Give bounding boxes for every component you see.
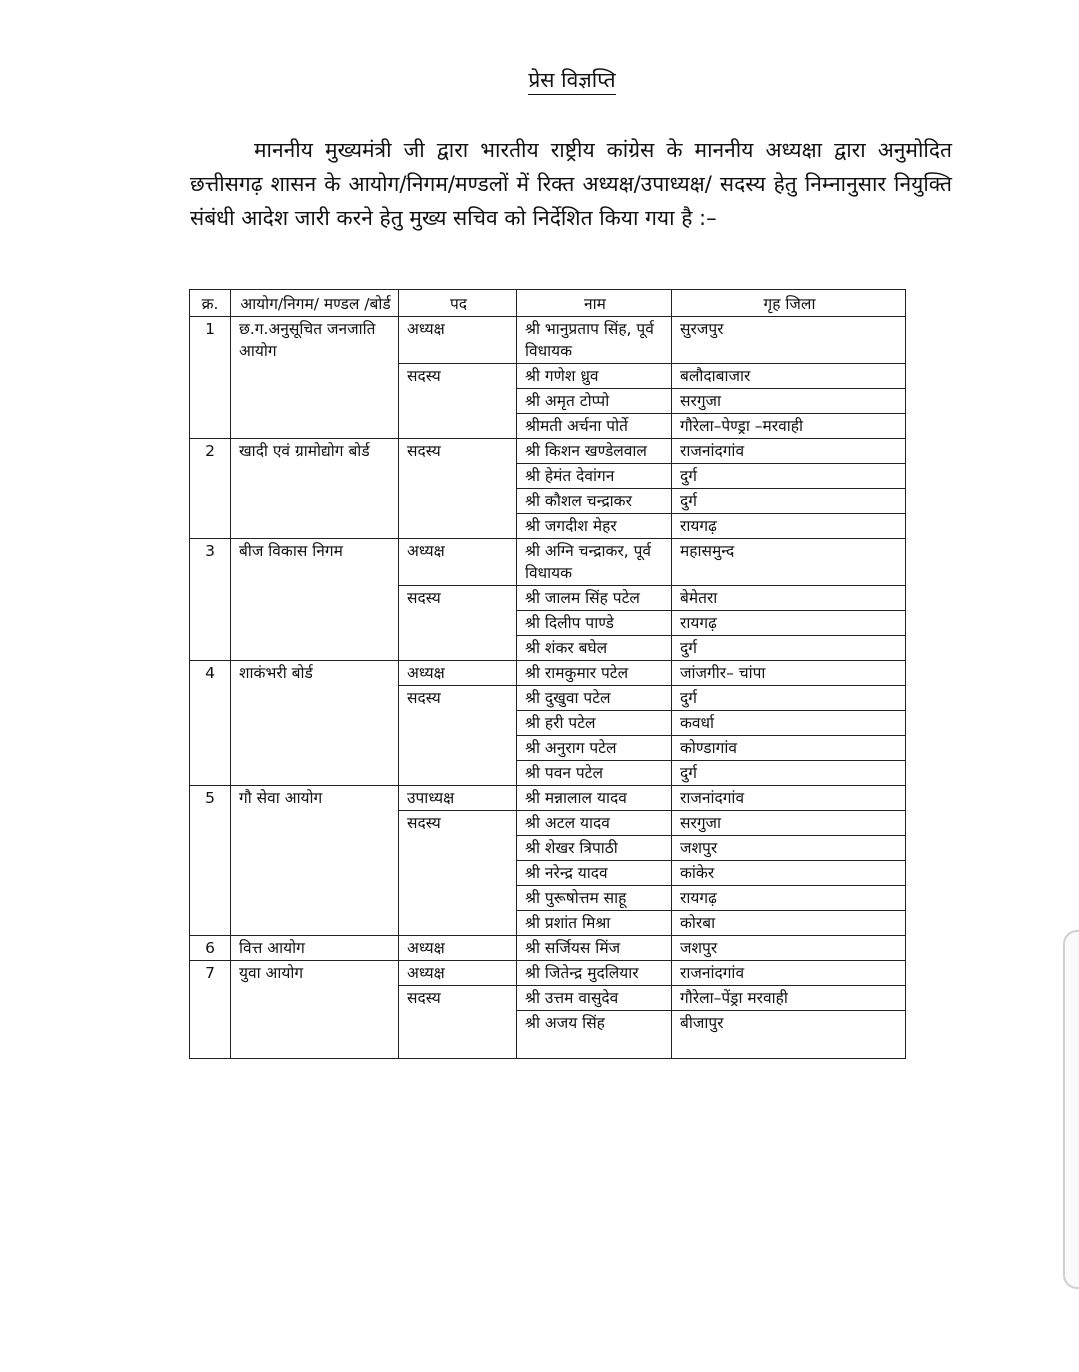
cell-home-district: दुर्ग bbox=[672, 636, 906, 661]
cell-organization: शाकंभरी बोर्ड bbox=[231, 661, 399, 786]
cell-name: श्री अग्नि चन्द्राकर, पूर्व विधायक bbox=[517, 539, 672, 586]
cell-home-district: कोरबा bbox=[672, 911, 906, 936]
cell-name: श्रीमती अर्चना पोर्ते bbox=[517, 414, 672, 439]
cell-name: श्री उत्तम वासुदेव bbox=[517, 986, 672, 1011]
table-row bbox=[190, 439, 906, 464]
cell-home-district: गौरेला–पेण्ड्रा –मरवाही bbox=[672, 414, 906, 439]
intro-paragraph: माननीय मुख्यमंत्री जी द्वारा भारतीय राष्ट्रीय कांग्रेस के माननीय अध्यक्षा द्वारा अनुमोदित छत्तीसगढ़ शासन के आयोग/निगम/मण्डलों में रिक्त अध्यक्ष/उपाध्यक्ष/ सदस्य हेतु निम्नानुसार नियुक्ति संबंधी आदेश जारी करने हेतु मुख्य सचिव को निर्देशित किया गया है :– bbox=[190, 138, 952, 230]
cell-home-district: जशपुर bbox=[672, 936, 906, 961]
cell-home-district: सरगुजा bbox=[672, 389, 906, 414]
cell-name: श्री सर्जियस मिंज bbox=[517, 936, 672, 961]
table-row bbox=[190, 786, 906, 811]
cell-home-district: बीजापुर bbox=[672, 1011, 906, 1059]
cell-post: सदस्य bbox=[399, 986, 517, 1059]
cell-home-district: बलौदाबाजार bbox=[672, 364, 906, 389]
cell-home-district: रायगढ़ bbox=[672, 514, 906, 539]
cell-post: अध्यक्ष bbox=[399, 661, 517, 686]
cell-serial: 5 bbox=[190, 786, 231, 936]
header-organization: आयोग/निगम/ मण्डल /बोर्ड bbox=[231, 290, 399, 317]
header-post: पद bbox=[399, 290, 517, 317]
cell-name: श्री शंकर बघेल bbox=[517, 636, 672, 661]
cell-organization: छ.ग.अनुसूचित जनजाति आयोग bbox=[231, 317, 399, 439]
cell-serial: 2 bbox=[190, 439, 231, 539]
cell-serial: 6 bbox=[190, 936, 231, 961]
title-text: प्रेस विज्ञप्ति bbox=[528, 68, 615, 95]
cell-post: सदस्य bbox=[399, 686, 517, 786]
cell-name: श्री जालम सिंह पटेल bbox=[517, 586, 672, 611]
cell-name: श्री अमृत टोप्पो bbox=[517, 389, 672, 414]
cell-name: श्री पवन पटेल bbox=[517, 761, 672, 786]
cell-post: अध्यक्ष bbox=[399, 961, 517, 986]
cell-serial: 1 bbox=[190, 317, 231, 439]
cell-name: श्री कौशल चन्द्राकर bbox=[517, 489, 672, 514]
cell-home-district: कोण्डागांव bbox=[672, 736, 906, 761]
table-row bbox=[190, 317, 906, 364]
cell-organization: बीज विकास निगम bbox=[231, 539, 399, 661]
table-row bbox=[190, 936, 906, 961]
page-title bbox=[0, 66, 1079, 94]
header-serial: क्र. bbox=[190, 290, 231, 317]
cell-home-district: रायगढ़ bbox=[672, 886, 906, 911]
table-row bbox=[190, 661, 906, 686]
cell-home-district: गौरेला–पेंड्रा मरवाही bbox=[672, 986, 906, 1011]
cell-organization: गौ सेवा आयोग bbox=[231, 786, 399, 936]
cell-home-district: जशपुर bbox=[672, 836, 906, 861]
cell-home-district: दुर्ग bbox=[672, 464, 906, 489]
cell-name: श्री नरेन्द्र यादव bbox=[517, 861, 672, 886]
cell-name: श्री मन्नालाल यादव bbox=[517, 786, 672, 811]
cell-home-district: दुर्ग bbox=[672, 761, 906, 786]
cell-name: श्री हेमंत देवांगन bbox=[517, 464, 672, 489]
cell-name: श्री जगदीश मेहर bbox=[517, 514, 672, 539]
cell-post: अध्यक्ष bbox=[399, 936, 517, 961]
cell-home-district: राजनांदगांव bbox=[672, 439, 906, 464]
cell-name: श्री जितेन्द्र मुदलियार bbox=[517, 961, 672, 986]
cell-name: श्री किशन खण्डेलवाल bbox=[517, 439, 672, 464]
cell-serial: 7 bbox=[190, 961, 231, 1059]
cell-name: श्री प्रशांत मिश्रा bbox=[517, 911, 672, 936]
cell-name: श्री दिलीप पाण्डे bbox=[517, 611, 672, 636]
cell-home-district: रायगढ़ bbox=[672, 611, 906, 636]
header-name: नाम bbox=[517, 290, 672, 317]
table-header-row bbox=[190, 290, 906, 317]
cell-name: श्री भानुप्रताप सिंह, पूर्व विधायक bbox=[517, 317, 672, 364]
table-row bbox=[190, 961, 906, 986]
cell-name: श्री अनुराग पटेल bbox=[517, 736, 672, 761]
cell-home-district: सुरजपुर bbox=[672, 317, 906, 364]
cell-organization: वित्त आयोग bbox=[231, 936, 399, 961]
cell-name: श्री रामकुमार पटेल bbox=[517, 661, 672, 686]
cell-home-district: राजनांदगांव bbox=[672, 786, 906, 811]
cell-post: सदस्य bbox=[399, 811, 517, 936]
cell-home-district: दुर्ग bbox=[672, 489, 906, 514]
cell-post: सदस्य bbox=[399, 586, 517, 661]
cell-organization: खादी एवं ग्रामोद्योग बोर्ड bbox=[231, 439, 399, 539]
cell-home-district: सरगुजा bbox=[672, 811, 906, 836]
header-home-district: गृह जिला bbox=[672, 290, 906, 317]
cell-home-district: कांकेर bbox=[672, 861, 906, 886]
cell-post: सदस्य bbox=[399, 364, 517, 439]
cell-serial: 3 bbox=[190, 539, 231, 661]
cell-name: श्री दुखुवा पटेल bbox=[517, 686, 672, 711]
scroll-handle[interactable] bbox=[1063, 930, 1079, 1289]
table-row bbox=[190, 539, 906, 586]
cell-post: सदस्य bbox=[399, 439, 517, 539]
cell-name: श्री अजय सिंह bbox=[517, 1011, 672, 1059]
cell-name: श्री पुरूषोत्तम साहू bbox=[517, 886, 672, 911]
cell-name: श्री शेखर त्रिपाठी bbox=[517, 836, 672, 861]
cell-home-district: बेमेतरा bbox=[672, 586, 906, 611]
cell-home-district: महासमुन्द bbox=[672, 539, 906, 586]
cell-home-district: राजनांदगांव bbox=[672, 961, 906, 986]
cell-home-district: दुर्ग bbox=[672, 686, 906, 711]
cell-post: अध्यक्ष bbox=[399, 317, 517, 364]
cell-serial: 4 bbox=[190, 661, 231, 786]
cell-home-district: जांजगीर– चांपा bbox=[672, 661, 906, 686]
cell-organization: युवा आयोग bbox=[231, 961, 399, 1059]
cell-name: श्री गणेश ध्रुव bbox=[517, 364, 672, 389]
cell-post: उपाध्यक्ष bbox=[399, 786, 517, 811]
appointments-table bbox=[189, 289, 906, 1059]
cell-name: श्री अटल यादव bbox=[517, 811, 672, 836]
cell-post: अध्यक्ष bbox=[399, 539, 517, 586]
table-body bbox=[190, 317, 906, 1059]
cell-name: श्री हरी पटेल bbox=[517, 711, 672, 736]
cell-home-district: कवर्धा bbox=[672, 711, 906, 736]
